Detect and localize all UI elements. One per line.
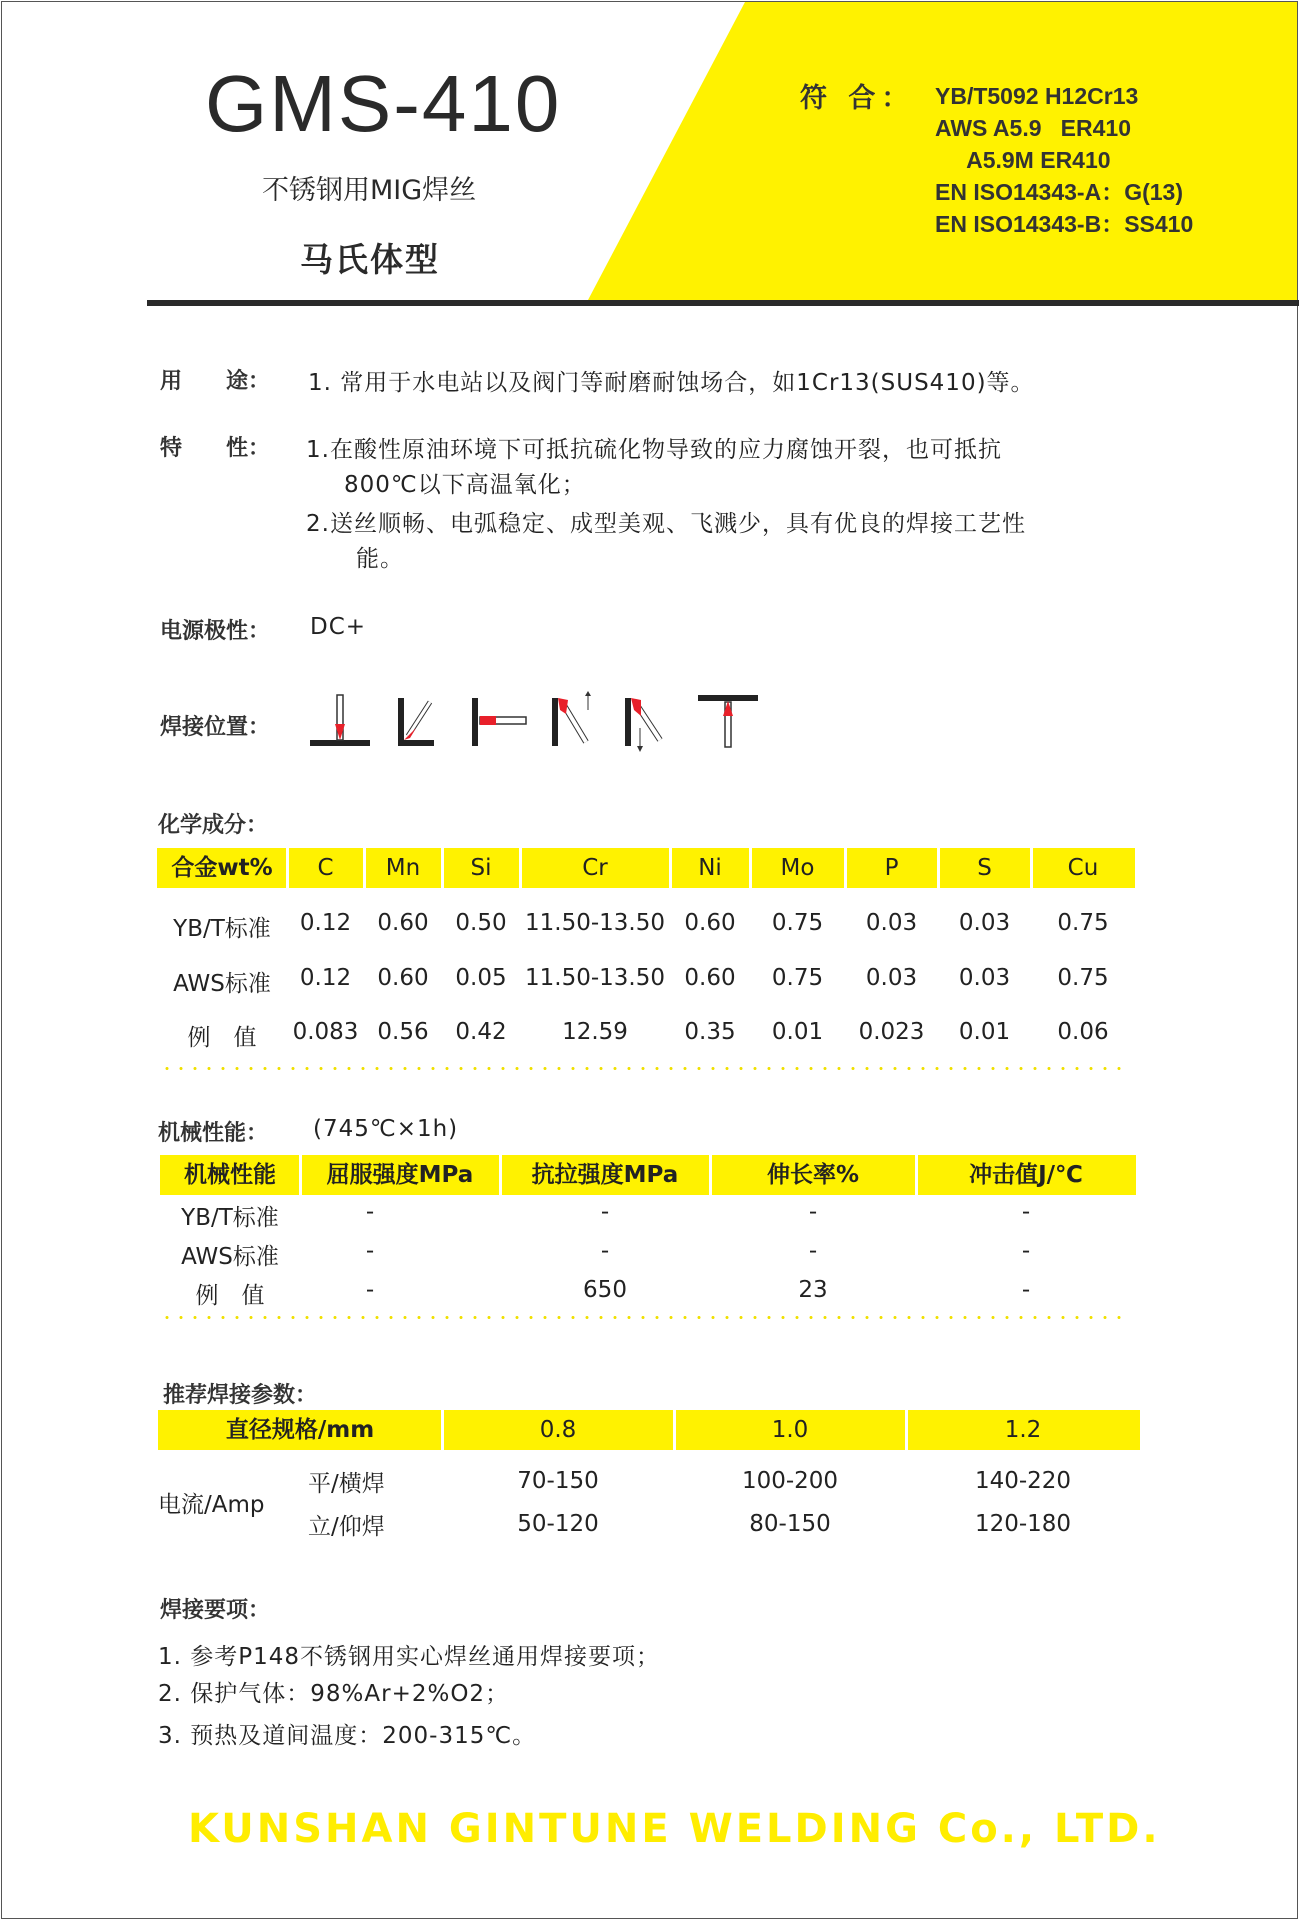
- feature-line: 800℃以下高温氧化；: [344, 472, 586, 498]
- value-cell: 650: [583, 1277, 627, 1303]
- header-cell: Mn: [385, 855, 421, 881]
- chemistry-header-row: [157, 848, 1135, 888]
- value-cell: 0.12: [299, 965, 352, 991]
- header-rule: [147, 300, 1299, 306]
- value-cell: -: [1021, 1199, 1031, 1225]
- mechanical-header-row: [160, 1155, 1136, 1195]
- note-item: 2. 保护气体：98%Ar+2%O2；: [158, 1681, 510, 1707]
- value-cell: 0.75: [771, 910, 824, 936]
- conform-label: 符 合：: [800, 83, 915, 114]
- header-cell: Mo: [780, 855, 815, 881]
- value-cell: -: [808, 1199, 818, 1225]
- standard-item: YB/T5092 H12Cr13: [935, 83, 1139, 109]
- value-cell: 100-200: [741, 1468, 839, 1494]
- positions-label: 焊接位置：: [160, 715, 271, 740]
- value-cell: 0.75: [771, 965, 824, 991]
- vertical-down-icon: [625, 698, 660, 752]
- standard-item: EN ISO14343-B：SS410: [935, 211, 1194, 237]
- standard-item: EN ISO14343-A：G(13): [935, 179, 1183, 205]
- feature-line: 能。: [356, 546, 404, 572]
- params-row: [158, 1508, 1140, 1538]
- value-cell: 0.50: [455, 910, 507, 936]
- value-cell: 140-220: [974, 1468, 1072, 1494]
- value-cell: -: [1021, 1238, 1031, 1264]
- chemistry-row: [157, 965, 1135, 995]
- chemistry-row: [157, 1019, 1135, 1049]
- header-cell: 机械性能: [184, 1162, 276, 1188]
- chemistry-row: [157, 910, 1135, 940]
- row-label: 例 值: [187, 1025, 257, 1051]
- value-cell: 0.03: [865, 910, 918, 936]
- mechanical-title: 机械性能：: [158, 1121, 269, 1146]
- row-label: AWS标准: [181, 1244, 279, 1270]
- value-cell: -: [600, 1238, 610, 1264]
- value-cell: -: [365, 1199, 375, 1225]
- header-cell: 冲击值J/℃: [969, 1162, 1083, 1188]
- standard-item: A5.9M ER410: [935, 147, 1111, 173]
- header-cell: Ni: [698, 855, 722, 881]
- header-cell: Cr: [582, 855, 608, 881]
- value-cell: 0.42: [455, 1019, 507, 1045]
- header-cell: C: [317, 855, 334, 881]
- dotted-divider: [160, 1316, 1130, 1319]
- value-cell: -: [365, 1277, 375, 1303]
- notes-title: 焊接要项：: [160, 1598, 271, 1623]
- header-cell: 1.0: [771, 1417, 809, 1443]
- value-cell: 0.01: [958, 1019, 1011, 1045]
- value-cell: 11.50-13.50: [525, 910, 665, 936]
- welding-positions-icons: [300, 690, 770, 755]
- features-label: 特 性：: [160, 436, 271, 461]
- value-cell: 0.60: [684, 965, 736, 991]
- header-cell: P: [884, 855, 899, 881]
- value-cell: 0.56: [377, 1019, 429, 1045]
- mechanical-condition: (745℃×1h): [313, 1116, 459, 1142]
- product-subtitle: 不锈钢用MIG焊丝: [262, 175, 477, 206]
- row-label: YB/T标准: [181, 1205, 279, 1231]
- note-item: 1. 参考P148不锈钢用实心焊丝通用焊接要项；: [158, 1644, 661, 1670]
- value-cell: 0.05: [455, 965, 507, 991]
- value-cell: -: [365, 1238, 375, 1264]
- value-cell: 0.75: [1057, 910, 1109, 936]
- product-type: 马氏体型: [300, 240, 440, 279]
- current-label: 电流/Amp: [158, 1492, 265, 1518]
- polarity-label: 电源极性：: [160, 619, 271, 644]
- value-cell: 0.60: [377, 965, 429, 991]
- row-label: YB/T标准: [173, 916, 271, 942]
- value-cell: 80-150: [749, 1511, 831, 1537]
- value-cell: 11.50-13.50: [525, 965, 665, 991]
- value-cell: 0.12: [299, 910, 352, 936]
- usage-text: 1. 常用于水电站以及阀门等耐磨耐蚀场合，如1Cr13(SUS410)等。: [308, 370, 1035, 396]
- mechanical-row: [160, 1238, 1136, 1268]
- value-cell: 0.60: [377, 910, 429, 936]
- note-item: 3. 预热及道间温度：200-315℃。: [158, 1723, 537, 1749]
- params-row: [158, 1465, 1140, 1495]
- value-cell: 0.023: [858, 1019, 925, 1045]
- row-label: 平/横焊: [308, 1471, 385, 1497]
- header-cell: 合金wt%: [171, 855, 273, 881]
- overhead-position-icon: [698, 695, 758, 747]
- product-model: GMS-410: [205, 59, 562, 148]
- chemistry-title: 化学成分：: [158, 813, 269, 838]
- value-cell: 12.59: [562, 1019, 628, 1045]
- value-cell: 0.03: [958, 965, 1011, 991]
- value-cell: 0.03: [865, 965, 918, 991]
- value-cell: 0.35: [684, 1019, 736, 1045]
- row-label: 例 值: [195, 1283, 265, 1309]
- params-title: 推荐焊接参数：: [163, 1383, 318, 1408]
- mechanical-row: [160, 1199, 1136, 1229]
- mechanical-table: [160, 1155, 1136, 1309]
- standard-item: AWS A5.9 ER410: [935, 115, 1132, 141]
- flat-position-icon: [310, 695, 370, 746]
- polarity-value: DC+: [310, 614, 367, 640]
- header-cell: 直径规格/mm: [225, 1417, 375, 1443]
- header-cell: Cu: [1067, 855, 1099, 881]
- header-cell: 伸长率%: [766, 1162, 860, 1188]
- value-cell: 0.01: [771, 1019, 824, 1045]
- value-cell: 50-120: [517, 1511, 599, 1537]
- value-cell: 0.083: [292, 1019, 359, 1045]
- feature-line: 2.送丝顺畅、电弧稳定、成型美观、飞溅少，具有优良的焊接工艺性: [306, 511, 1026, 537]
- value-cell: -: [1021, 1277, 1031, 1303]
- header-cell: 0.8: [539, 1417, 577, 1443]
- row-label: AWS标准: [173, 971, 271, 997]
- standards-list: [935, 80, 1193, 240]
- usage-label: 用 途：: [160, 369, 271, 394]
- value-cell: 0.60: [684, 910, 736, 936]
- horizontal-position-icon: [472, 698, 526, 746]
- params-table: [158, 1410, 1140, 1550]
- header-cell: 1.2: [1004, 1417, 1042, 1443]
- company-name: KUNSHAN GINTUNE WELDING Co., LTD.: [188, 1806, 1161, 1852]
- header-cell: S: [977, 855, 992, 881]
- header-cell: Si: [470, 855, 492, 881]
- feature-line: 1.在酸性原油环境下可抵抗硫化物导致的应力腐蚀开裂，也可抵抗: [306, 437, 1002, 463]
- value-cell: -: [808, 1238, 818, 1264]
- value-cell: -: [600, 1199, 610, 1225]
- horizontal-fillet-icon: [398, 698, 434, 746]
- value-cell: 0.75: [1057, 965, 1109, 991]
- value-cell: 120-180: [974, 1511, 1072, 1537]
- vertical-up-icon: [552, 691, 591, 746]
- value-cell: 70-150: [517, 1468, 599, 1494]
- value-cell: 0.06: [1057, 1019, 1109, 1045]
- dotted-divider: [160, 1067, 1130, 1070]
- params-header-row: [158, 1410, 1140, 1450]
- header-cell: 屈服强度MPa: [326, 1162, 474, 1188]
- mechanical-row: [160, 1277, 1136, 1307]
- value-cell: 0.03: [958, 910, 1011, 936]
- row-label: 立/仰焊: [308, 1514, 385, 1540]
- header-cell: 抗拉强度MPa: [531, 1162, 679, 1188]
- chemistry-table: [157, 848, 1135, 1051]
- value-cell: 23: [798, 1277, 828, 1303]
